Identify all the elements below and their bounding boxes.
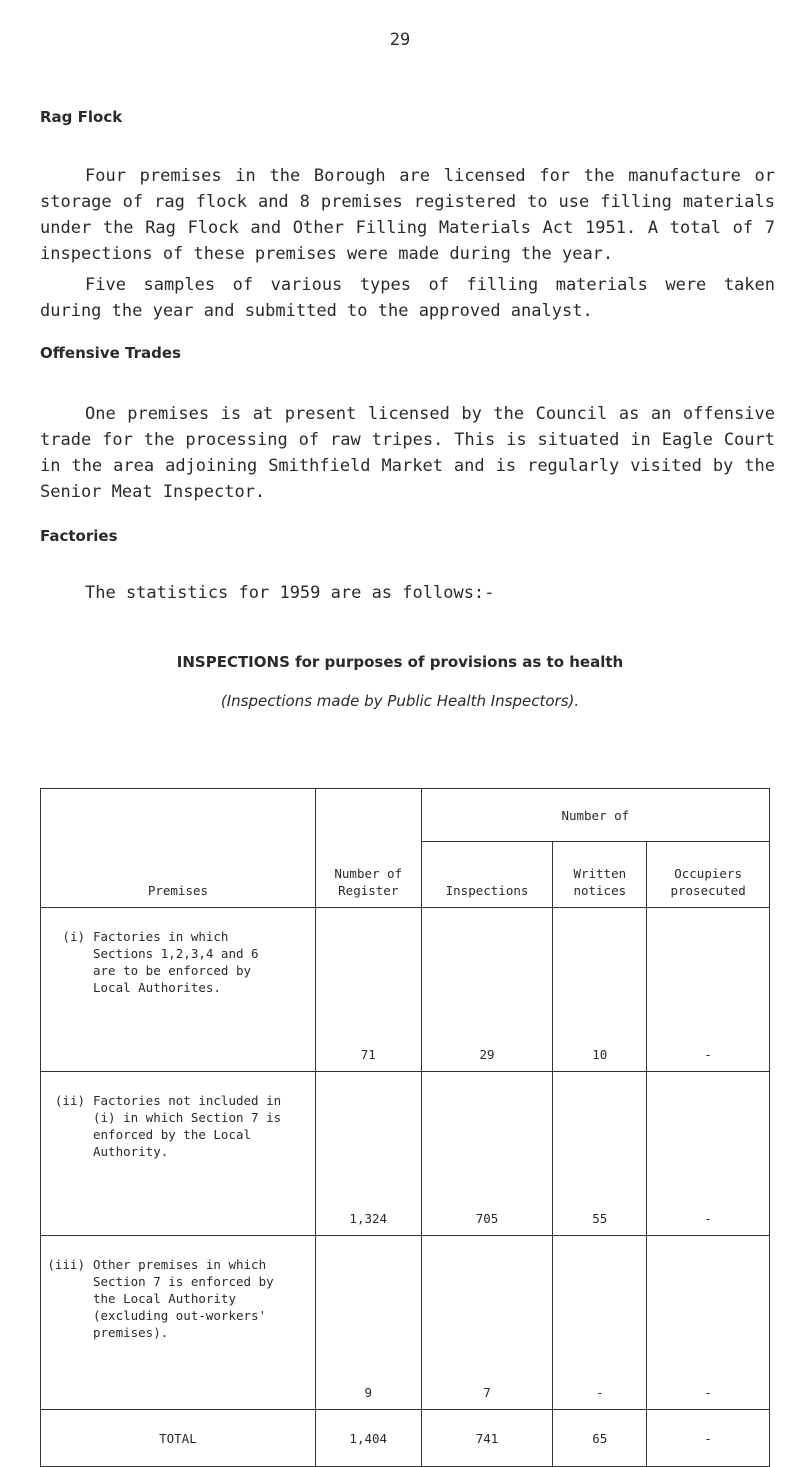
- table-row: [41, 908, 770, 1072]
- table-total-row: [41, 1410, 770, 1467]
- table-subtitle: (Inspections made by Public Health Inspectors).: [220, 692, 580, 710]
- cell-inspections: 7: [421, 1236, 553, 1410]
- table-title: INSPECTIONS for purposes of provisions as to health: [176, 653, 624, 671]
- cell-written-notices: 55: [553, 1072, 647, 1236]
- total-register: 1,404: [315, 1410, 421, 1467]
- cell-written-notices: 10: [553, 908, 647, 1072]
- cell-register: 71: [315, 908, 421, 1072]
- total-label: TOTAL: [41, 1410, 316, 1467]
- heading-offensive-trades: Offensive Trades: [40, 344, 181, 362]
- page-number: 29: [389, 30, 411, 50]
- header-occupiers-prosecuted: Occupiers prosecuted: [647, 842, 770, 908]
- paragraph-rag-flock-2: Five samples of various types of filling materials were taken during the year and submitted to the approved analyst.: [40, 275, 775, 321]
- cell-prosecuted: -: [647, 1236, 770, 1410]
- row-description: Other premises in which Section 7 is enforced by the Local Authority (excluding out-workers' premises).: [93, 1257, 274, 1340]
- header-premises: Premises: [41, 789, 316, 908]
- row-description-cell: [41, 908, 316, 1072]
- table-row: [41, 1072, 770, 1236]
- row-number: (ii): [54, 1093, 85, 1108]
- row-number: (iii): [47, 1257, 85, 1272]
- paragraph-rag-flock-1: Four premises in the Borough are licensed for the manufacture or storage of rag flock and 8 premises registered to use filling materials under the Rag Flock and Other Filling Materials Act 1951. A total of 7 inspections of these premises were made during the year.: [40, 166, 775, 264]
- total-prosecuted: -: [647, 1410, 770, 1467]
- row-description-cell: [41, 1072, 316, 1236]
- row-number: (i): [62, 929, 85, 944]
- table-row: [41, 1236, 770, 1410]
- paragraph-factories-intro: The statistics for 1959 are as follows:-: [85, 583, 495, 603]
- header-number-of: Number of: [421, 789, 769, 842]
- paragraph-offensive-trades: One premises is at present licensed by the Council as an offensive trade for the processing of raw tripes. This is situated in Eagle Court in the area adjoining Smithfield Market and is regularly visited by the Senior Meat Inspector.: [40, 404, 775, 502]
- cell-inspections: 705: [421, 1072, 553, 1236]
- cell-written-notices: -: [553, 1236, 647, 1410]
- total-written-notices: 65: [553, 1410, 647, 1467]
- inspections-table: [40, 788, 770, 1467]
- cell-register: 9: [315, 1236, 421, 1410]
- row-description: Factories in which Sections 1,2,3,4 and 6 are to be enforced by Local Authorites.: [93, 929, 259, 995]
- table-header-row: [41, 789, 770, 842]
- heading-rag-flock: Rag Flock: [40, 108, 123, 126]
- header-number-of-register: Number of Register: [315, 789, 421, 908]
- cell-register: 1,324: [315, 1072, 421, 1236]
- cell-prosecuted: -: [647, 908, 770, 1072]
- heading-factories: Factories: [40, 527, 118, 545]
- cell-inspections: 29: [421, 908, 553, 1072]
- row-description-cell: [41, 1236, 316, 1410]
- header-written-notices: Written notices: [553, 842, 647, 908]
- total-inspections: 741: [421, 1410, 553, 1467]
- row-description: Factories not included in (i) in which Section 7 is enforced by the Local Authority.: [93, 1093, 282, 1159]
- cell-prosecuted: -: [647, 1072, 770, 1236]
- header-inspections: Inspections: [421, 842, 553, 908]
